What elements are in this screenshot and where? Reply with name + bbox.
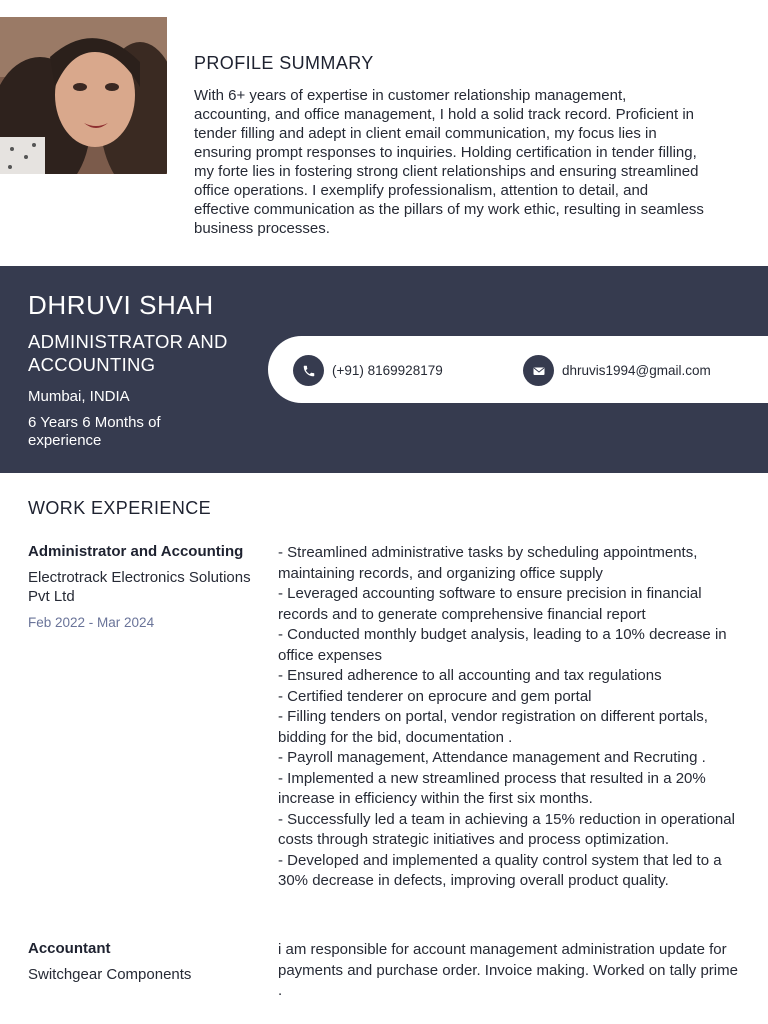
- candidate-experience: 6 Years 6 Months of experience: [28, 414, 161, 449]
- contact-bar: [268, 336, 768, 403]
- profile-summary-text: With 6+ years of expertise in customer relationship management, accounting, and office management, I hold a solid track record. Proficient in tender filling and adept in client email communication, my focus lies in ensuring prompt responses to inquiries. Holding certification in tender filling, my forte lies in fostering strong client relationships and ensuring streamlined office operations. I exemplify professionalism, attention to detail, and effective communication as the pillars of my work ethic, resulting in seamless business processes.: [194, 87, 704, 237]
- candidate-location: Mumbai, INDIA: [28, 388, 130, 405]
- work-experience-section: [28, 498, 740, 999]
- job-company: Electrotrack Electronics Solutions Pvt Ltd: [28, 569, 251, 605]
- achievement-item: - Certified tenderer on eprocure and gem portal: [278, 687, 592, 705]
- achievement-item: - Developed and implemented a quality control system that led to a 30% decrease in defects, improving overall product quality.: [278, 851, 722, 889]
- job-meta: [28, 940, 258, 984]
- contact-email[interactable]: [523, 355, 711, 386]
- profile-summary: [194, 53, 704, 238]
- job-title: Accountant: [28, 940, 111, 957]
- job-company: Switchgear Components: [28, 966, 192, 983]
- job-dates: Feb 2022 - Mar 2024: [28, 615, 155, 630]
- phone-number: (+91) 8169928179: [332, 363, 443, 378]
- contact-phone[interactable]: [293, 355, 443, 386]
- portrait-image: [0, 17, 167, 174]
- job-meta: [28, 543, 258, 630]
- header-band: [0, 266, 768, 473]
- achievement-item: - Leveraged accounting software to ensure precision in financial records and to generate comprehensive financial report: [278, 585, 702, 623]
- achievement-item: - Implemented a new streamlined process that resulted in a 20% increase in efficiency within the first six months.: [278, 769, 706, 807]
- candidate-role: ADMINISTRATOR AND ACCOUNTING: [28, 331, 228, 375]
- profile-photo: [0, 17, 167, 174]
- job-achievements: [278, 543, 740, 892]
- job-description: i am responsible for account management administration update for payments and purchase order. Invoice making. Worked on tally prime .: [278, 941, 738, 999]
- profile-summary-heading: PROFILE SUMMARY: [194, 53, 374, 73]
- phone-icon: [293, 355, 324, 386]
- candidate-name: DHRUVI SHAH: [28, 290, 214, 320]
- achievement-item: - Payroll management, Attendance management and Recruting .: [278, 749, 706, 766]
- achievement-item: - Ensured adherence to all accounting and tax regulations: [278, 667, 662, 684]
- achievement-item: - Filling tenders on portal, vendor registration on different portals, bidding for the bid, documentation .: [278, 708, 708, 746]
- achievement-item: - Streamlined administrative tasks by scheduling appointments, maintaining records, and organizing office supply: [278, 544, 698, 582]
- email-address: dhruvis1994@gmail.com: [562, 363, 711, 378]
- achievement-item: - Conducted monthly budget analysis, leading to a 10% decrease in office expenses: [278, 626, 727, 664]
- work-experience-heading: WORK EXPERIENCE: [28, 498, 212, 518]
- email-icon: [523, 355, 554, 386]
- achievement-item: - Successfully led a team in achieving a 15% reduction in operational costs through strategic initiatives and process optimization.: [278, 810, 735, 848]
- job-title: Administrator and Accounting: [28, 543, 244, 560]
